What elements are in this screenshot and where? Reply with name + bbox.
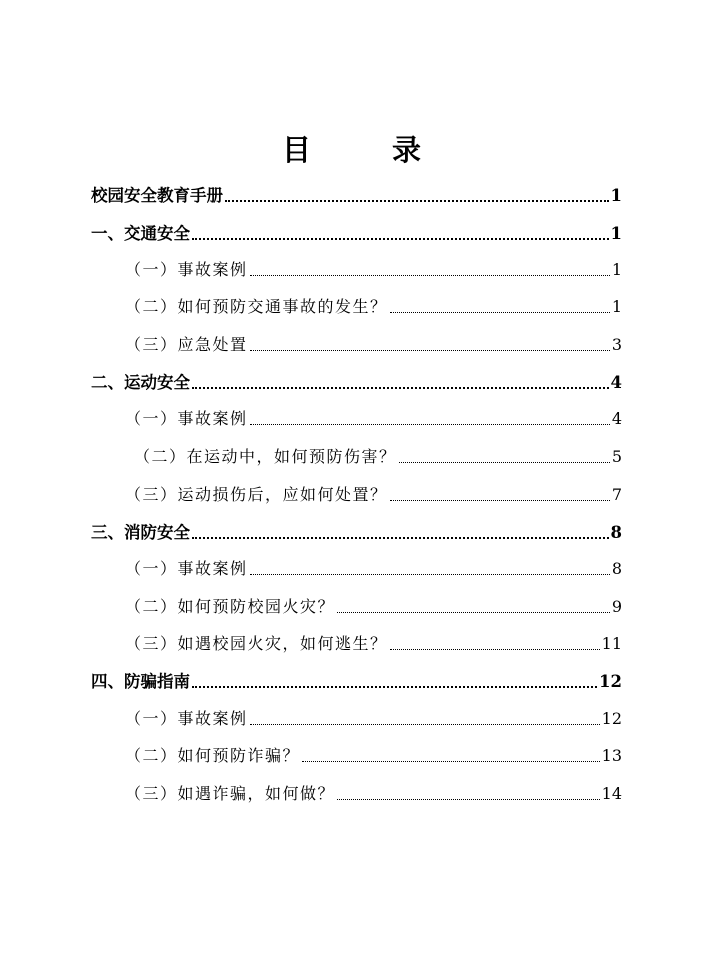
toc-page-number: 14 — [601, 784, 622, 803]
toc-leader-dots — [250, 574, 610, 575]
toc-leader-dots — [192, 537, 609, 539]
toc-page-number: 9 — [611, 597, 622, 616]
toc-page-number: 8 — [611, 559, 622, 578]
toc-leader-dots — [250, 724, 600, 725]
toc-entry-sports-safety[interactable] — [91, 370, 622, 396]
toc-entry-label: （三）如遇校园火灾，如何逃生？ — [125, 634, 388, 653]
toc-entry-sports-prevention[interactable] — [134, 444, 622, 470]
toc-entry-label: 二、运动安全 — [91, 373, 190, 392]
toc-entry-label: （二）如何预防诈骗？ — [125, 746, 301, 765]
toc-page-number: 13 — [601, 746, 622, 765]
toc-entry-label: （三）运动损伤后，应如何处置？ — [125, 485, 388, 504]
toc-entry-fire-safety[interactable] — [91, 520, 622, 546]
toc-leader-dots — [399, 462, 610, 463]
toc-page-number: 11 — [601, 634, 622, 653]
toc-page-number: 3 — [611, 335, 622, 354]
toc-page-number: 8 — [610, 523, 622, 542]
toc-entry-label: （一）事故案例 — [125, 709, 248, 728]
toc-entry-fire-escape[interactable] — [125, 631, 622, 657]
toc-entry-label: 四、防骗指南 — [91, 672, 190, 691]
toc-leader-dots — [337, 799, 600, 800]
toc-leader-dots — [390, 649, 600, 650]
toc-entry-fraud-cases[interactable] — [125, 706, 622, 732]
toc-entry-label: 三、消防安全 — [91, 523, 190, 542]
toc-page-number: 1 — [610, 224, 622, 243]
toc-page-number: 1 — [611, 297, 622, 316]
toc-leader-dots — [250, 424, 610, 425]
toc-entry-fire-prevention[interactable] — [125, 594, 622, 620]
toc-page-number: 5 — [611, 447, 622, 466]
toc-entry-sports-injury[interactable] — [125, 482, 622, 508]
toc-page-number: 4 — [611, 409, 622, 428]
toc-entry-handbook[interactable] — [91, 183, 622, 209]
toc-leader-dots — [250, 350, 610, 351]
toc-entry-label: （二）在运动中，如何预防伤害？ — [134, 447, 397, 466]
toc-leader-dots — [192, 238, 609, 240]
toc-entry-fraud-prevention[interactable] — [125, 743, 622, 769]
toc-leader-dots — [337, 612, 610, 613]
toc-page-number: 12 — [599, 672, 622, 691]
toc-entry-label: （一）事故案例 — [125, 559, 248, 578]
toc-entry-label: （二）如何预防校园火灾？ — [125, 597, 336, 616]
toc-entry-sports-cases[interactable] — [125, 406, 622, 432]
toc-entry-traffic-cases[interactable] — [125, 257, 622, 283]
page-title: 目 录 — [281, 133, 447, 167]
toc-leader-dots — [390, 312, 610, 313]
toc-entry-traffic-emergency[interactable] — [125, 332, 622, 358]
toc-entry-label: （一）事故案例 — [125, 260, 248, 279]
toc-entry-label: （三）如遇诈骗，如何做？ — [125, 784, 336, 803]
toc-entry-label: （一）事故案例 — [125, 409, 248, 428]
toc-page-number: 12 — [601, 709, 622, 728]
toc-leader-dots — [302, 761, 600, 762]
toc-page-number: 1 — [610, 186, 622, 205]
toc-leader-dots — [192, 387, 609, 389]
toc-entry-label: （三）应急处置 — [125, 335, 248, 354]
toc-entry-label: （二）如何预防交通事故的发生？ — [125, 297, 388, 316]
toc-entry-traffic-safety[interactable] — [91, 221, 622, 247]
toc-entry-fire-cases[interactable] — [125, 556, 622, 582]
toc-page-number: 1 — [611, 260, 622, 279]
toc-leader-dots — [225, 200, 609, 202]
toc-page-number: 4 — [610, 373, 622, 392]
toc-leader-dots — [250, 275, 610, 276]
toc-entry-traffic-prevention[interactable] — [125, 294, 622, 320]
toc-entry-label: 校园安全教育手册 — [91, 186, 223, 205]
toc-leader-dots — [192, 686, 597, 688]
toc-entry-fraud-response[interactable] — [125, 781, 622, 807]
toc-page-number: 7 — [611, 485, 622, 504]
toc-entry-label: 一、交通安全 — [91, 224, 190, 243]
toc-entry-fraud-guide[interactable] — [91, 669, 622, 695]
toc-leader-dots — [390, 500, 610, 501]
